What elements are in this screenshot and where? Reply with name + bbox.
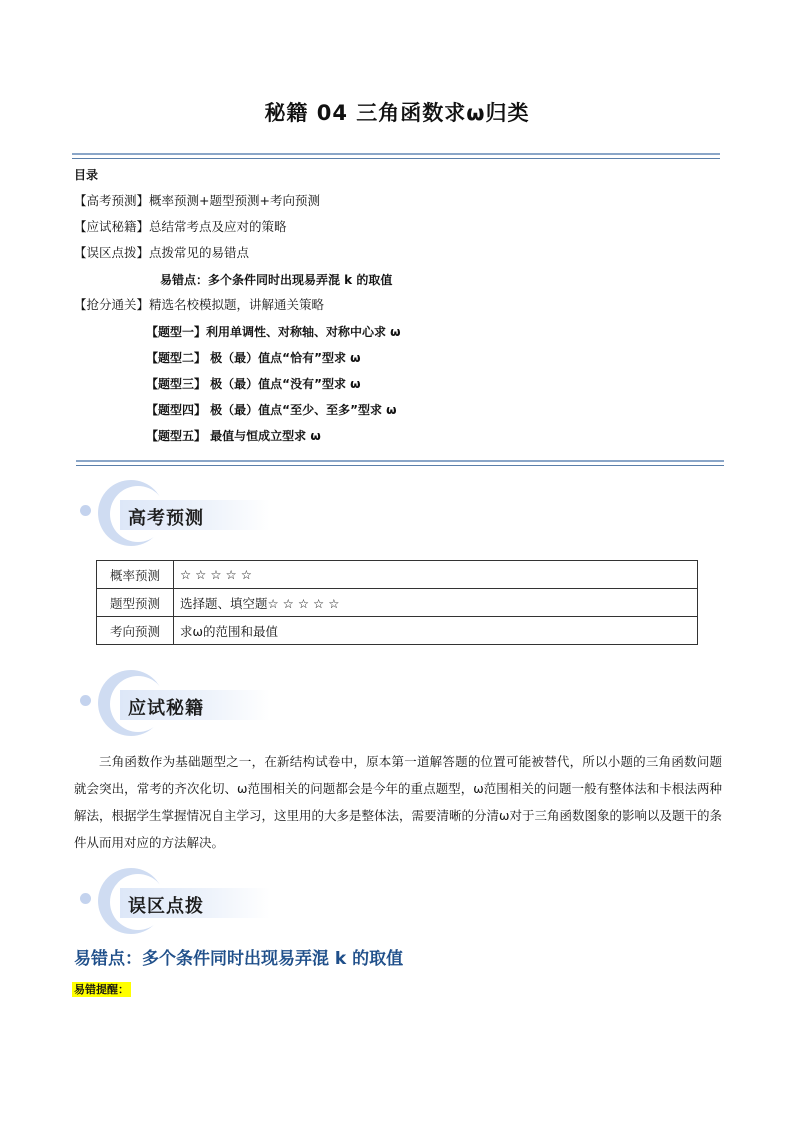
table-cell-value: ☆ ☆ ☆ ☆ ☆ [174,561,698,589]
table-cell-label: 考向预测 [97,617,174,645]
section-header-pitfalls [76,868,276,938]
toc-line-3: 【误区点拨】点拨常见的易错点 [74,245,250,260]
toc-type-3: 【题型三】 极（最）值点“没有”型求 ω [146,377,361,391]
error-tip-wrapper [72,978,131,997]
section-header-secrets [76,670,276,740]
bullet-dot-icon [80,695,91,706]
page-title: 秘籍 04 三角函数求ω归类 [264,101,530,125]
table-cell-value: 选择题、填空题☆ ☆ ☆ ☆ ☆ [174,589,698,617]
toc-type-5: 【题型五】 最值与恒成立型求 ω [146,429,321,443]
secrets-paragraph: 三角函数作为基础题型之一，在新结构试卷中，原本第一道解答题的位置可能被替代，所以小题的三角函数问题就会突出，常考的齐次化切、ω范围相关的问题都会是今年的重点题型，ω范围相关的问题一般有整体法和卡根法两种解法，根据学生掌握情况自主学习，这里用的大多是整体法，需要清晰的分清ω对于三角函数图象的影响以及题干的条件从而用对应的方法解决。 [74,754,722,850]
section-title-pitfalls: 误区点拨 [128,896,204,917]
section-header-prediction [76,480,276,550]
table-cell-label: 概率预测 [97,561,174,589]
toc-heading: 目录 [74,168,99,182]
table-row [97,589,698,617]
prediction-table [96,560,698,645]
toc-type-2: 【题型二】 极（最）值点“恰有”型求 ω [146,351,361,365]
section-title-secrets: 应试秘籍 [128,698,204,719]
toc-line-5: 【抢分通关】精选名校模拟题，讲解通关策略 [74,297,325,312]
top-divider [72,153,720,159]
table-cell-value: 求ω的范围和最值 [174,617,698,645]
toc-divider [76,460,724,466]
error-tip-label: 易错提醒： [74,983,129,996]
table-row [97,561,698,589]
toc-line-2: 【应试秘籍】总结常考点及应对的策略 [74,219,287,234]
error-point-title: 易错点：多个条件同时出现易弄混 k 的取值 [74,949,404,969]
toc-type-4: 【题型四】 极（最）值点“至少、至多”型求 ω [146,403,397,417]
bullet-dot-icon [80,505,91,516]
section-title-prediction: 高考预测 [128,508,204,529]
table-row [97,617,698,645]
toc-type-1: 【题型一】利用单调性、对称轴、对称中心求 ω [146,325,401,339]
toc-line-1: 【高考预测】概率预测+题型预测+考向预测 [74,193,320,208]
toc-error-point: 易错点：多个条件同时出现易弄混 k 的取值 [160,273,393,287]
bullet-dot-icon [80,893,91,904]
table-cell-label: 题型预测 [97,589,174,617]
